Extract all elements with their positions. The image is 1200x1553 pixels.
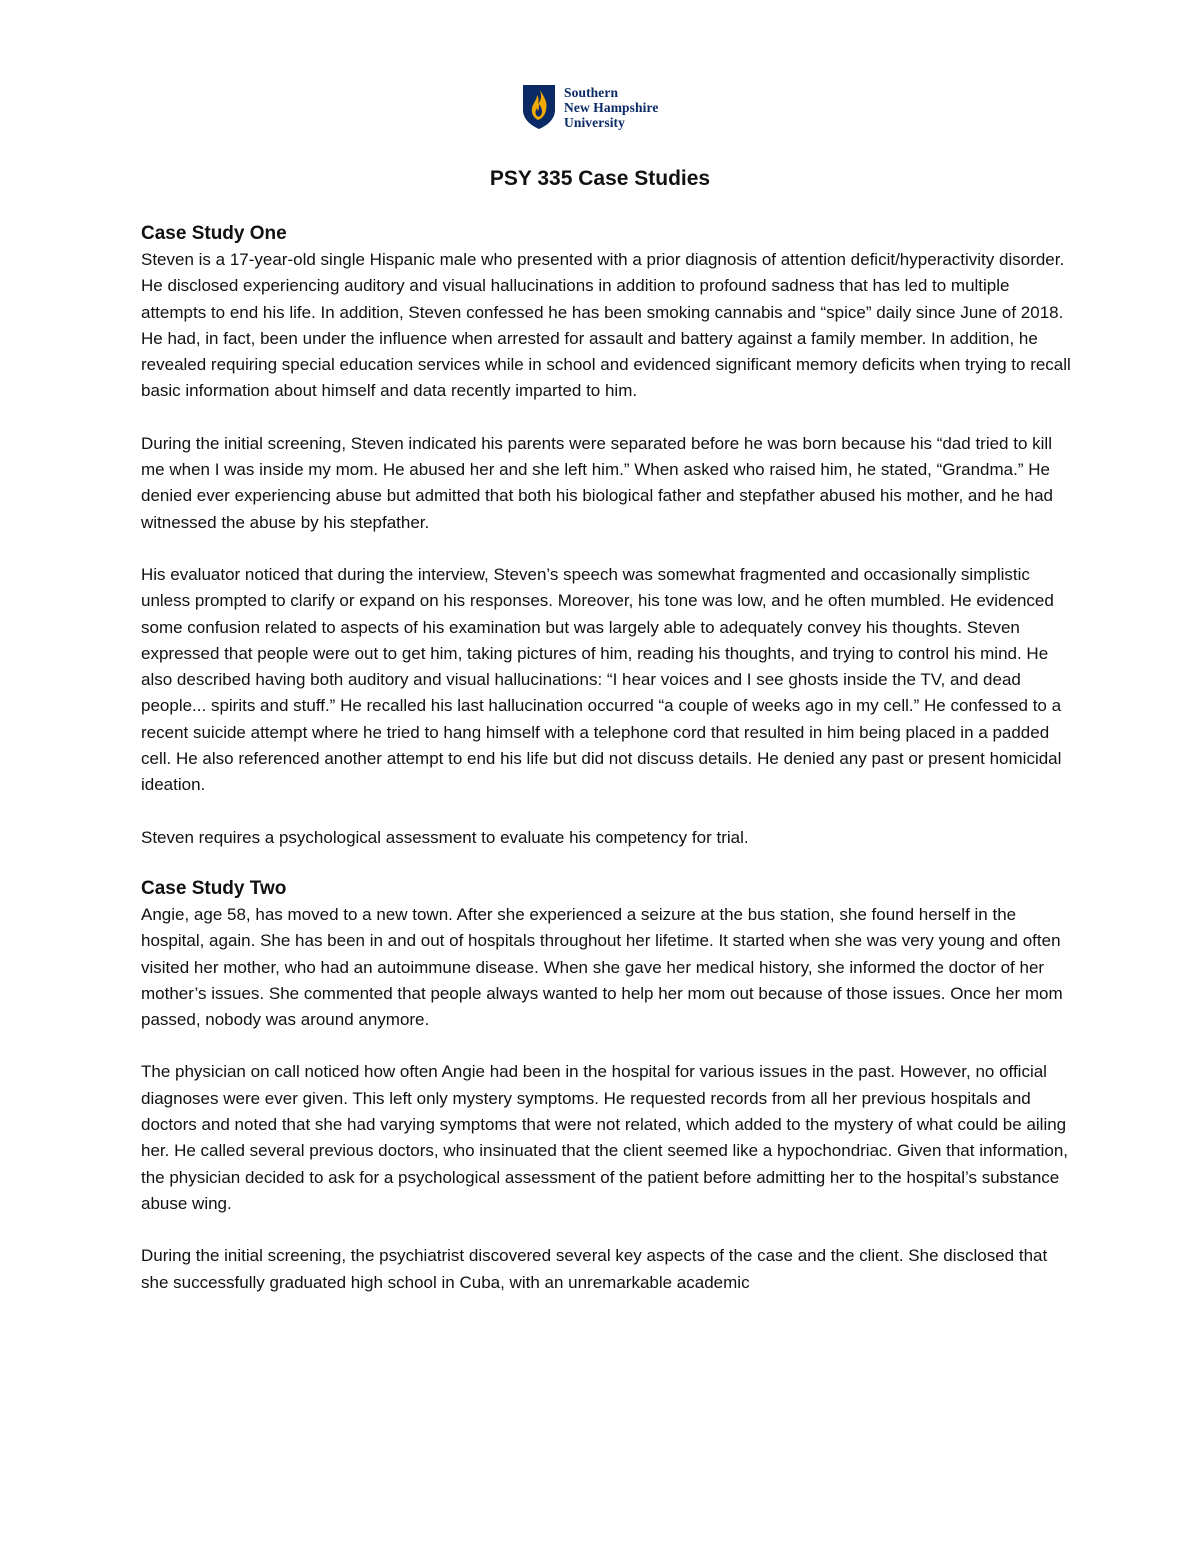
case-one-paragraph: His evaluator noticed that during the interview, Steven’s speech was somewhat fragmented and occasionally simplistic unless prompted to clarify or expand on his responses. Moreover, his tone was low, and he often mumbled. He evidenced some confusion related to aspects of his examination but was largely able to adequately convey his thoughts. Steven expressed that people were out to get him, taking pictures of him, reading his thoughts, and trying to control his mind. He also described having both auditory and visual hallucinations: “I hear voices and I see ghosts inside the TV, and dead people... spirits and stuff.” He recalled his last hallucination occurred “a couple of weeks ago in my cell.” He confessed to a recent suicide attempt where he tried to hang himself with a telephone cord that resulted in him being placed in a padded cell. He also referenced another attempt to end his life but did not discuss details. He denied any past or present homicidal ideation. — [141, 564, 1062, 795]
document-title: PSY 335 Case Studies — [489, 167, 711, 190]
case-one-paragraph: Steven is a 17-year-old single Hispanic male who presented with a prior diagnosis of attention deficit/hyperactivity disorder. He disclosed experiencing auditory and visual hallucinations in addition to profound sadness that has led to multiple attempts to end his life. In addition, Steven confessed he has been smoking cannabis and “spice” daily since June of 2018. He had, in fact, been under the influence when arrested for assault and battery against a family member. In addition, he revealed requiring special education services while in school and evidenced significant memory deficits when trying to recall basic information about himself and data recently imparted to him. — [141, 250, 1071, 401]
case-one-paragraph: During the initial screening, Steven indicated his parents were separated before he was born because his “dad tried to kill me when I was inside my mom. He abused her and she left him.” When asked who raised him, he stated, “Grandma.” He denied ever experiencing abuse but admitted that both his biological father and stepfather abused his mother, and he had witnessed the abuse by his stepfather. — [141, 433, 1054, 532]
document-body — [141, 221, 1071, 1296]
logo-line-1: Southern — [564, 85, 619, 100]
case-two-paragraph: During the initial screening, the psychiatrist discovered several key aspects of the case and the client. She disclosed that she successfully graduated high school in Cuba, with an unremarkable academic — [141, 1246, 1048, 1292]
case-two-paragraph: The physician on call noticed how often Angie had been in the hospital for various issues in the past. However, no official diagnoses were ever given. This left only mystery symptoms. He requested records from all her previous hospitals and doctors and noted that she had varying symptoms that were not related, which added to the mystery of what could be ailing her. He called several previous doctors, who insinuated that the client seemed like a hypochondriac. Given that information, the physician decided to ask for a psychological assessment of the patient before admitting her to the hospital’s substance abuse wing. — [141, 1062, 1069, 1213]
logo-line-3: University — [564, 115, 625, 130]
logo-line-2: New Hampshire — [564, 100, 659, 115]
shield-flame-icon — [522, 84, 556, 130]
logo-wordmark — [564, 85, 658, 130]
case-study-two-heading: Case Study Two — [141, 877, 287, 899]
case-two-paragraph: Angie, age 58, has moved to a new town. After she experienced a seizure at the bus station, she found herself in the hospital, again. She has been in and out of hospitals throughout her lifetime. It started when she was very young and often visited her mother, who had an autoimmune disease. When she gave her medical history, she informed the doctor of her mother’s issues. She commented that people always wanted to help her mom out because of those issues. Once her mom passed, nobody was around anymore. — [141, 904, 1063, 1030]
case-one-paragraph: Steven requires a psychological assessment to evaluate his competency for trial. — [141, 827, 749, 847]
university-logo — [522, 84, 658, 130]
case-study-one-heading: Case Study One — [141, 223, 287, 244]
